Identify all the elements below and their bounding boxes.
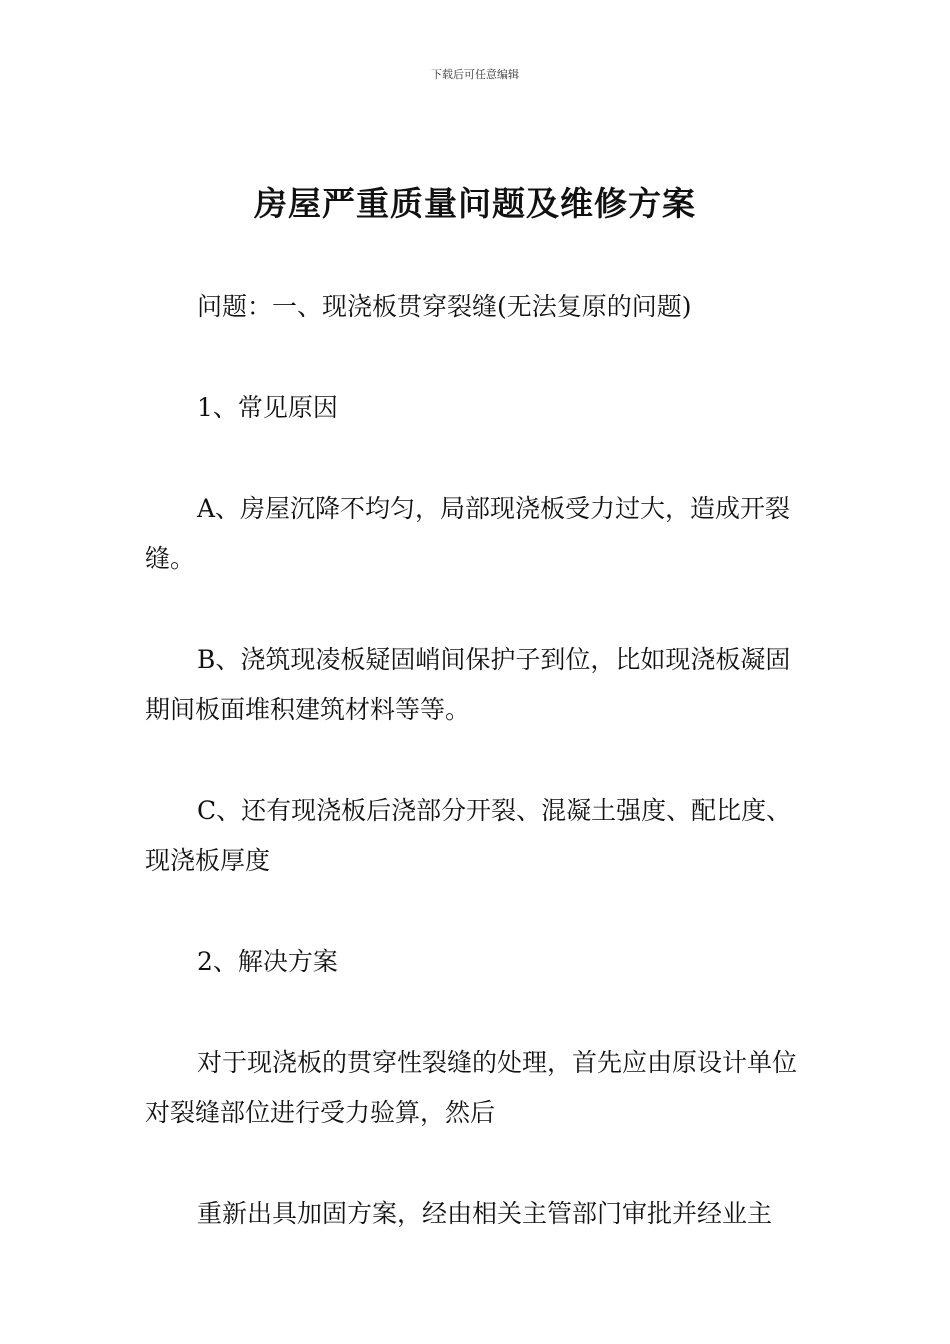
paragraph-solution-text-2: 重新出具加固方案，经由相关主管部门审批并经业主 (197, 1199, 773, 1228)
paragraph-problem-heading: 问题：一、现浇板贯穿裂缝(无法复原的问题) (197, 292, 692, 321)
document-title: 房屋严重质量问题及维修方案 (254, 184, 696, 223)
paragraph-solution-heading: 2、解决方案 (197, 947, 338, 976)
paragraph-solution-text-1: 对于现浇板的贯穿性裂缝的处理，首先应由原设计单位对裂缝部位进行受力验算，然后 (145, 1048, 798, 1127)
paragraph-cause-b: B、浇筑现凌板疑固峭间保护子到位，比如现浇板凝固期间板面堆积建筑材料等等。 (145, 645, 791, 724)
page-header-note: 下载后可任意编辑 (431, 68, 519, 81)
paragraph-cause-a: A、房屋沉降不均匀，局部现浇板受力过大，造成开裂缝。 (145, 494, 791, 573)
paragraph-common-causes-heading: 1、常见原因 (197, 393, 338, 422)
document-body (145, 282, 810, 1290)
paragraph-cause-c: C、还有现浇板后浇部分开裂、混凝土强度、配比度、现浇板厚度 (145, 796, 792, 875)
